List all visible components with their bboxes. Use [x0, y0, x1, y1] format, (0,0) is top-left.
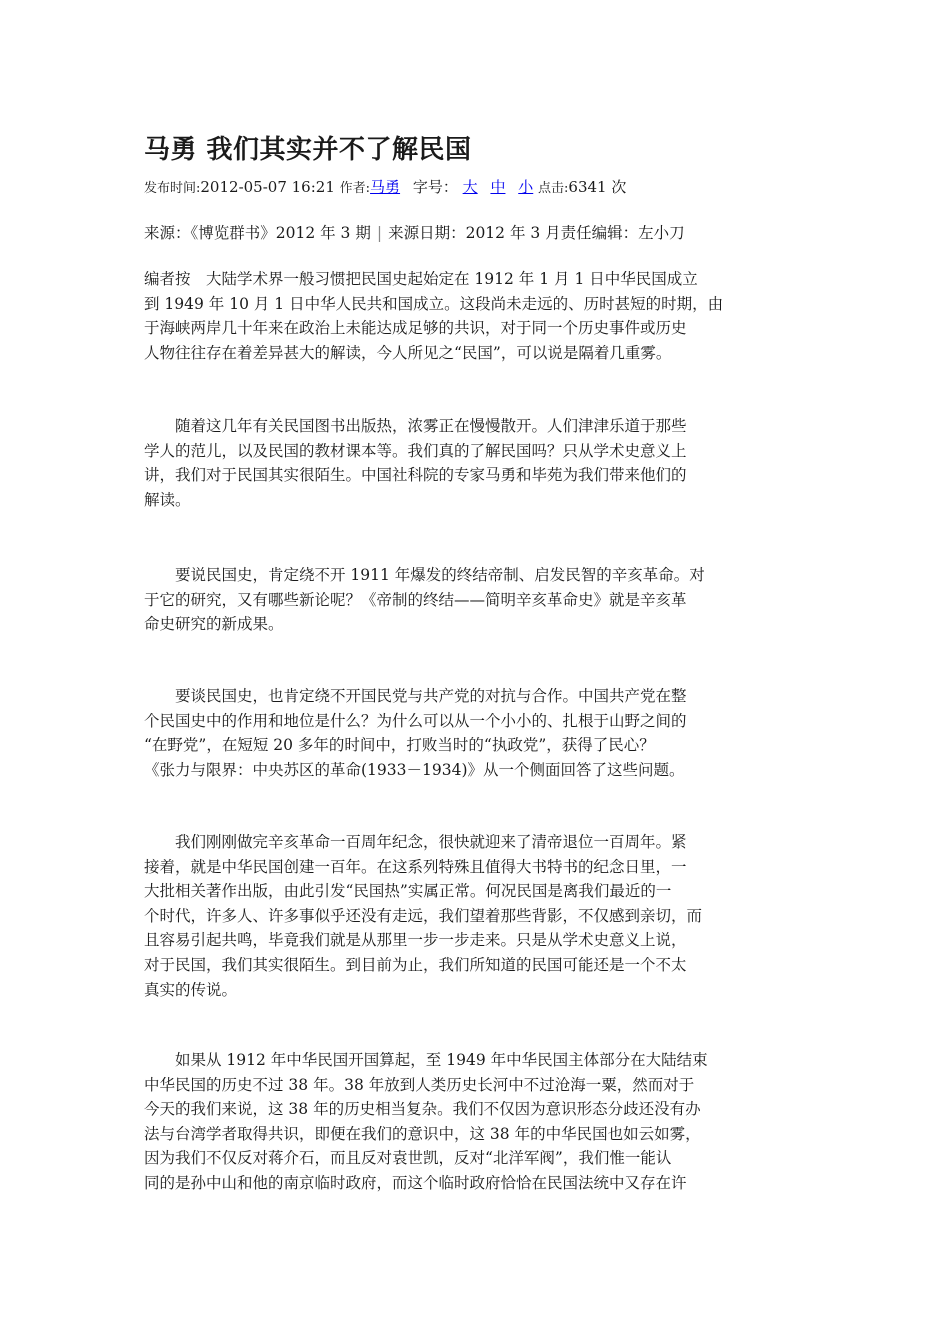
- text-line: 如果从 1912 年中华民国开国算起，至 1949 年中华民国主体部分在大陆结束: [144, 1051, 708, 1069]
- text-line: 编者按 大陆学术界一般习惯把民国史起始定在 1912 年 1 月 1 日中华民国成立: [144, 270, 698, 288]
- text-line: 中华民国的历史不过 38 年。38 年放到人类历史长河中不过沧海一粟，然而对于: [144, 1075, 695, 1094]
- text-line: 真实的传说。: [144, 980, 238, 999]
- text-line: 大批相关著作出版，由此引发“民国热”实属正常。何况民国是离我们最近的一: [144, 882, 672, 901]
- body-paragraph: [144, 414, 808, 512]
- editor-note-paragraph: [144, 267, 808, 365]
- text-line: 对于民国，我们其实很陌生。到目前为止，我们所知道的民国可能还是一个不太: [144, 955, 687, 974]
- text-line: 要说民国史，肯定绕不开 1911 年爆发的终结帝制、启发民智的辛亥革命。对: [144, 566, 705, 584]
- text-line: 接着，就是中华民国创建一百年。在这系列特殊且值得大书特书的纪念日里，一: [144, 857, 687, 876]
- text-line: 到 1949 年 10 月 1 日中华人民共和国成立。这段尚未走远的、历时甚短的时期，由: [144, 294, 724, 313]
- article-title: 马勇 我们其实并不了解民国: [144, 135, 472, 165]
- text-line: 学人的范儿，以及民国的教材课本等。我们真的了解民国吗？只从学术史意义上: [144, 441, 687, 460]
- text-line: 讲，我们对于民国其实很陌生。中国社科院的专家马勇和毕苑为我们带来他们的: [144, 466, 687, 485]
- publish-time: 2012-05-07 16:21: [200, 178, 335, 196]
- author-link[interactable]: 马勇: [370, 178, 401, 196]
- text-line: 今天的我们来说，这 38 年的历史相当复杂。我们不仅因为意识形态分歧还没有办: [144, 1100, 701, 1119]
- text-line: 人物往往存在着差异甚大的解读，今人所见之“民国”，可以说是隔着几重雾。: [144, 343, 672, 362]
- text-line: 同的是孙中山和他的南京临时政府，而这个临时政府恰恰在民国法统中又存在许: [144, 1173, 687, 1192]
- text-line: 解读。: [144, 490, 191, 509]
- text-line: 于海峡两岸几十年来在政治上未能达成足够的共识，对于同一个历史事件或历史: [144, 319, 687, 338]
- body-paragraph: [144, 830, 808, 1002]
- font-size-small-link[interactable]: 小: [518, 178, 534, 196]
- body-paragraph: [144, 563, 808, 637]
- font-size-large-link[interactable]: 大: [462, 178, 478, 196]
- text-line: 且容易引起共鸣，毕竟我们就是从那里一步一步走来。只是从学术史意义上说，: [144, 931, 687, 950]
- source-separator: |: [376, 224, 383, 242]
- body-paragraph: [144, 1048, 808, 1196]
- click-count: 6341 次: [568, 178, 627, 196]
- text-line: 因为我们不仅反对蒋介石，而且反对袁世凯，反对“北洋军阀”，我们惟一能认: [144, 1149, 672, 1168]
- text-line: 《张力与限界：中央苏区的革命(1933－1934)》从一个侧面回答了这些问题。: [144, 760, 685, 779]
- author-label: 作者:: [339, 181, 371, 196]
- text-line: 要谈民国史，也肯定绕不开国民党与共产党的对抗与合作。中国共产党在整: [144, 687, 687, 705]
- text-line: “在野党”，在短短 20 多年的时间中，打败当时的“执政党”，获得了民心？: [144, 736, 655, 755]
- body-paragraph: [144, 684, 808, 782]
- font-size-medium-link[interactable]: 中: [490, 178, 506, 196]
- clicks-label: 点击:: [538, 181, 569, 196]
- publish-time-label: 发布时间:: [144, 181, 201, 196]
- text-line: 于它的研究，又有哪些新论呢？《帝制的终结——简明辛亥革命史》就是辛亥革: [144, 590, 687, 609]
- text-line: 个民国史中的作用和地位是什么？为什么可以从一个小小的、扎根于山野之间的: [144, 711, 687, 730]
- text-line: 法与台湾学者取得共识，即便在我们的意识中，这 38 年的中华民国也如云如雾，: [144, 1124, 701, 1143]
- font-size-label: 字号：: [412, 178, 458, 196]
- text-line: 个时代，许多人、许多事似乎还没有走远，我们望着那些背影，不仅感到亲切，而: [144, 906, 703, 925]
- text-line: 随着这几年有关民国图书出版热，浓雾正在慢慢散开。人们津津乐道于那些: [144, 417, 687, 435]
- source-date-editor: 来源日期：2012 年 3 月责任编辑：左小刀: [388, 224, 685, 242]
- source-line: [144, 220, 808, 246]
- text-line: 命史研究的新成果。: [144, 615, 284, 634]
- source-text: 来源：《博览群书》2012 年 3 期: [144, 224, 371, 242]
- text-line: 我们刚刚做完辛亥革命一百周年纪念，很快就迎来了清帝退位一百周年。紧: [144, 833, 687, 851]
- article-meta: [144, 175, 808, 201]
